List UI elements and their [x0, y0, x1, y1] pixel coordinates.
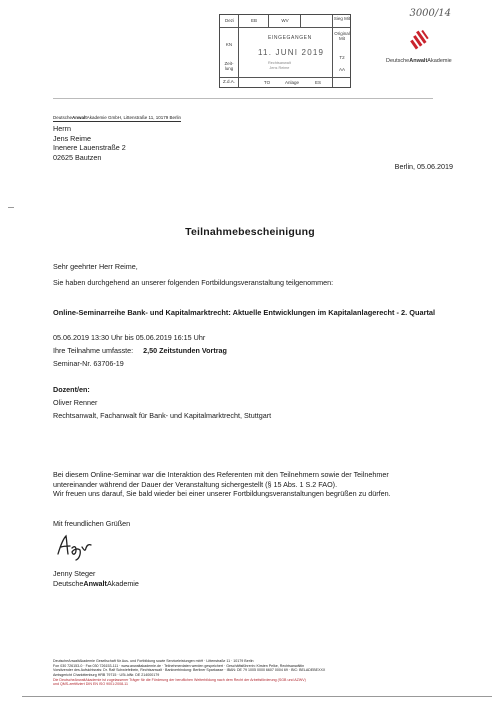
stamp-cell: T2	[339, 55, 345, 60]
logo-wordmark: DeutscheAnwaltAkademie	[386, 58, 452, 64]
footer-line: DeutscheAnwaltAkademie Gesellschaft für Aus- und Fortbildung sowie Serviceleistungen mbH · Littenstraße 11 · 10179 Berlin	[53, 659, 254, 663]
signatory-name: Jenny Steger	[53, 569, 96, 578]
greeting: Sehr geehrter Herr Reime,	[53, 262, 138, 271]
footer-line: Vorsitzender des Aufsichtsrats: Dr. Ralf Schwiefelbein, Rechtsanwalt · Bankverbindung: Berliner Sparkasse · IBAN: DE 79 1005 0000 6607 0004 69 · BIC: BELADEBEXXX	[53, 668, 326, 673]
sender-return-address: DeutscheAnwaltAkademie GmbH, Littenstraße 11, 10179 Berlin	[53, 115, 181, 120]
receipt-stamp	[219, 14, 351, 88]
stamp-received-label: EINGEGANGEN	[268, 35, 312, 41]
page-title: Teilnahmebescheinigung	[185, 226, 315, 238]
stamp-cell: KN	[225, 42, 233, 47]
footer-line: Amtsgericht Charlottenburg HRB 79715 · USt-IdNr. DE 214000179	[53, 673, 160, 678]
stamp-cell: EB	[250, 18, 257, 23]
stamp-cell: Zeit-lung	[224, 61, 234, 71]
stamp-cell: Sieg Mit	[333, 16, 351, 21]
stamp-cell: WV	[281, 18, 289, 23]
recipient-street: Inenere Lauenstraße 2	[53, 143, 126, 153]
participation-row	[53, 346, 227, 356]
speaker-heading: Dozent/en:	[53, 385, 90, 394]
divider	[22, 696, 492, 697]
closing-paragraph	[53, 470, 391, 499]
footer-line: Die DeutscheAnwaltAkademie ist zugelassener Träger für die Förderung der beruflichen Weiterbildung nach dem Recht der Arbeitsförderung (SGB und AZWV)	[53, 677, 306, 682]
stamp-faint-text: Rechtsanwalt Jens Reime	[268, 61, 291, 70]
stamp-cell: AA	[338, 67, 345, 72]
recipient-city: 02625 Bautzen	[53, 153, 102, 163]
signature	[55, 532, 103, 562]
recipient-name: Jens Reime	[53, 133, 91, 143]
footer	[53, 659, 463, 687]
regards: Mit freundlichen Grüßen	[53, 519, 131, 528]
closing-line: untereinander während der Dauer der Veranstaltung sichergestellt (§ 15 Abs. 1 S.2 FAO).	[53, 479, 338, 489]
stamp-cell: Dezi	[224, 18, 234, 23]
divider	[53, 98, 433, 99]
recipient-address	[53, 124, 126, 163]
speaker-name: Oliver Renner	[53, 398, 98, 407]
diamond-stripes-logo-icon	[408, 29, 430, 51]
stamp-received-date: 11. JUNI 2019	[258, 48, 325, 57]
handwritten-reference: 3000/14	[409, 8, 451, 19]
participation-label: Ihre Teilnahme umfasste:	[53, 346, 134, 355]
signatory-org: DeutscheAnwaltAkademie	[53, 578, 139, 588]
place-date: Berlin, 05.06.2019	[394, 162, 453, 171]
event-title: Online-Seminarreihe Bank- und Kapitalmarktrecht: Aktuelle Entwicklungen im Kapitalanlagerecht - 2. Quartal	[53, 308, 436, 317]
recipient-salutation: Herrn	[53, 124, 71, 133]
stamp-cell: Z.d.A.	[222, 79, 235, 84]
participation-value: 2,50 Zeitstunden Vortrag	[143, 346, 227, 355]
closing-line: Bei diesem Online-Seminar war die Interaktion des Referenten mit den Teilnehmern sowie der Teilnehmer	[53, 470, 389, 479]
stamp-cell: Anlage	[284, 80, 299, 85]
event-time: 05.06.2019 13:30 Uhr bis 05.06.2019 16:15 Uhr	[53, 333, 206, 342]
speaker-role: Rechtsanwalt, Fachanwalt für Bank- und Kapitalmarktrecht, Stuttgart	[53, 411, 272, 420]
stamp-cell: TO	[263, 80, 271, 85]
stamp-cell: ES	[314, 80, 321, 85]
footer-line: Fon 030 726153-0 · Fax 030 726153-111 · www.anwaltakademie.de · Teilnehmerdaten werden gespeichert · Geschäftsführerin: Kirsten Pelke, Rechtsanwältin	[53, 663, 305, 668]
fold-mark	[8, 207, 14, 208]
closing-line: Wir freuen uns darauf, Sie bald wieder bei einer unserer Fortbildungsveranstaltungen begrüßen zu dürfen.	[53, 489, 391, 499]
footer-line: und QMS-zertifiziert DIN EN ISO 9001:2008-11	[53, 682, 129, 687]
signatory	[53, 569, 139, 588]
seminar-number: Seminar-Nr. 63706-19	[53, 359, 124, 368]
intro-text: Sie haben durchgehend an unserer folgenden Fortbildungsveranstaltung teilgenommen:	[53, 278, 334, 287]
stamp-cell: Original Mit	[334, 31, 350, 41]
